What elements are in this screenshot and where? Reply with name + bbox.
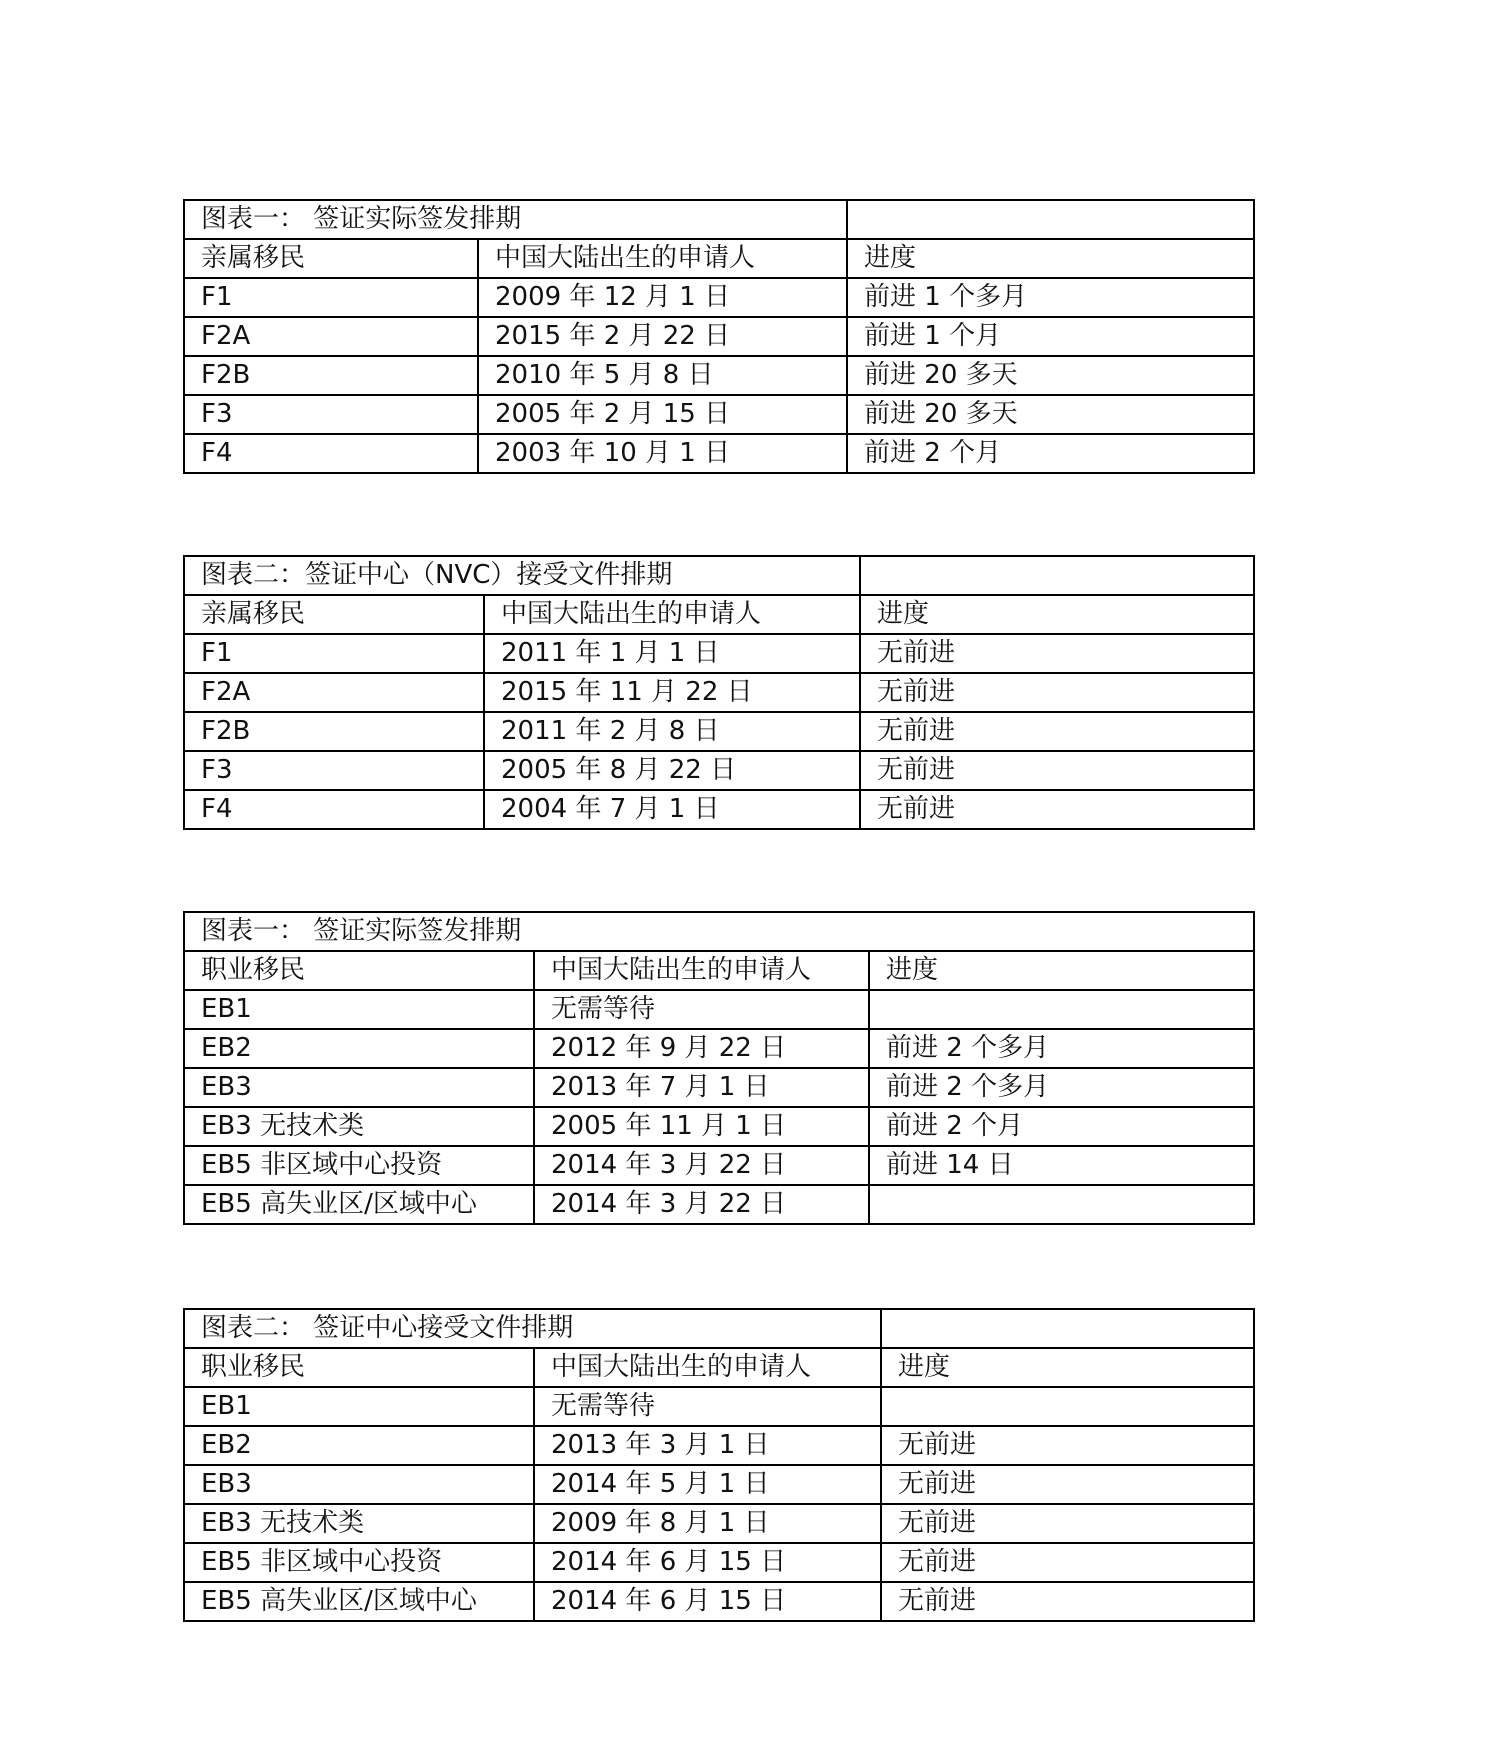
table-cell: 无前进 (881, 1426, 1254, 1465)
table-cell: EB2 (184, 1029, 534, 1068)
column-header: 中国大陆出生的申请人 (484, 595, 860, 634)
table-row (184, 1387, 1254, 1426)
table-title: 图表一： 签证实际签发排期 (184, 912, 1254, 951)
table-cell: 2003 年 10 月 1 日 (478, 434, 847, 473)
table-cell: F4 (184, 434, 478, 473)
table-header-row (184, 1348, 1254, 1387)
table-row (184, 317, 1254, 356)
table-cell: 2005 年 8 月 22 日 (484, 751, 860, 790)
table-header-row (184, 951, 1254, 990)
family-nvc-filing-table (183, 555, 1255, 830)
table-cell: EB5 非区域中心投资 (184, 1146, 534, 1185)
table-cell: 无前进 (881, 1465, 1254, 1504)
table-cell: EB3 (184, 1068, 534, 1107)
table-cell: 2014 年 6 月 15 日 (534, 1543, 881, 1582)
family-visa-issuance-table (183, 199, 1255, 474)
table-cell: 前进 14 日 (869, 1146, 1254, 1185)
table-header-row (184, 595, 1254, 634)
table-cell: 无前进 (881, 1582, 1254, 1621)
table-title-row (184, 556, 1254, 595)
table-cell: 无前进 (881, 1543, 1254, 1582)
table-row (184, 1582, 1254, 1621)
table-cell: EB1 (184, 990, 534, 1029)
column-header: 职业移民 (184, 951, 534, 990)
table-cell (869, 990, 1254, 1029)
table-row (184, 634, 1254, 673)
table-row (184, 1543, 1254, 1582)
column-header: 中国大陆出生的申请人 (478, 239, 847, 278)
table-header-row (184, 239, 1254, 278)
table-row (184, 434, 1254, 473)
table-row (184, 673, 1254, 712)
table-row (184, 1465, 1254, 1504)
employment-nvc-filing-table (183, 1308, 1255, 1622)
table-cell: 前进 20 多天 (847, 395, 1254, 434)
employment-visa-issuance-table (183, 911, 1255, 1225)
table-cell: 无前进 (860, 634, 1254, 673)
column-header: 中国大陆出生的申请人 (534, 1348, 881, 1387)
column-header: 职业移民 (184, 1348, 534, 1387)
table-cell: 2010 年 5 月 8 日 (478, 356, 847, 395)
table-cell (847, 200, 1254, 239)
table-cell: EB5 高失业区/区域中心 (184, 1582, 534, 1621)
table-row (184, 990, 1254, 1029)
table-cell: 前进 2 个多月 (869, 1068, 1254, 1107)
table-title: 图表一： 签证实际签发排期 (184, 200, 847, 239)
table-row (184, 1068, 1254, 1107)
table-cell: 无前进 (860, 712, 1254, 751)
table-cell: 2012 年 9 月 22 日 (534, 1029, 869, 1068)
table-row (184, 356, 1254, 395)
table-cell: 2014 年 3 月 22 日 (534, 1185, 869, 1224)
table-row (184, 790, 1254, 829)
table-cell: 2014 年 3 月 22 日 (534, 1146, 869, 1185)
table-cell: F2B (184, 356, 478, 395)
table-cell (860, 556, 1254, 595)
table-cell: 无需等待 (534, 990, 869, 1029)
table-title-row (184, 200, 1254, 239)
table-cell: 2011 年 2 月 8 日 (484, 712, 860, 751)
table-cell: F1 (184, 634, 484, 673)
table-cell: 无前进 (860, 673, 1254, 712)
table-cell: EB5 非区域中心投资 (184, 1543, 534, 1582)
table-cell: F1 (184, 278, 478, 317)
table-cell: 2014 年 5 月 1 日 (534, 1465, 881, 1504)
table-cell: 2014 年 6 月 15 日 (534, 1582, 881, 1621)
table-cell: EB3 无技术类 (184, 1107, 534, 1146)
table-cell: 前进 1 个多月 (847, 278, 1254, 317)
column-header: 亲属移民 (184, 239, 478, 278)
table-row (184, 1185, 1254, 1224)
table-cell: 2005 年 2 月 15 日 (478, 395, 847, 434)
table-cell: 前进 20 多天 (847, 356, 1254, 395)
table-cell: 2009 年 12 月 1 日 (478, 278, 847, 317)
table-cell: 2005 年 11 月 1 日 (534, 1107, 869, 1146)
column-header: 进度 (869, 951, 1254, 990)
table-cell: 2015 年 11 月 22 日 (484, 673, 860, 712)
table-cell: F3 (184, 395, 478, 434)
table-cell: F4 (184, 790, 484, 829)
table-cell: 2015 年 2 月 22 日 (478, 317, 847, 356)
column-header: 进度 (847, 239, 1254, 278)
table-cell: EB3 无技术类 (184, 1504, 534, 1543)
table-row (184, 395, 1254, 434)
table-cell: EB1 (184, 1387, 534, 1426)
table-row (184, 1426, 1254, 1465)
table-row (184, 1107, 1254, 1146)
table-cell: 前进 2 个月 (847, 434, 1254, 473)
table-title: 图表二：签证中心（NVC）接受文件排期 (184, 556, 860, 595)
table-cell: EB2 (184, 1426, 534, 1465)
table-cell: 前进 2 个多月 (869, 1029, 1254, 1068)
table-cell: 2009 年 8 月 1 日 (534, 1504, 881, 1543)
table-cell: 前进 1 个月 (847, 317, 1254, 356)
table-row (184, 1146, 1254, 1185)
column-header: 中国大陆出生的申请人 (534, 951, 869, 990)
column-header: 进度 (860, 595, 1254, 634)
table-row (184, 1029, 1254, 1068)
table-cell: F3 (184, 751, 484, 790)
column-header: 进度 (881, 1348, 1254, 1387)
table-cell: 2013 年 3 月 1 日 (534, 1426, 881, 1465)
table-title: 图表二： 签证中心接受文件排期 (184, 1309, 881, 1348)
table-cell: F2B (184, 712, 484, 751)
table-row (184, 751, 1254, 790)
table-cell: 2004 年 7 月 1 日 (484, 790, 860, 829)
table-cell: 无需等待 (534, 1387, 881, 1426)
table-row (184, 1504, 1254, 1543)
table-cell: EB3 (184, 1465, 534, 1504)
table-cell: 无前进 (860, 751, 1254, 790)
table-cell: 无前进 (860, 790, 1254, 829)
table-title-row (184, 912, 1254, 951)
table-title-row (184, 1309, 1254, 1348)
table-cell: 前进 2 个月 (869, 1107, 1254, 1146)
table-cell: F2A (184, 317, 478, 356)
table-cell: 无前进 (881, 1504, 1254, 1543)
table-cell: 2011 年 1 月 1 日 (484, 634, 860, 673)
table-cell (869, 1185, 1254, 1224)
table-cell: 2013 年 7 月 1 日 (534, 1068, 869, 1107)
table-cell: F2A (184, 673, 484, 712)
table-cell (881, 1387, 1254, 1426)
table-row (184, 712, 1254, 751)
column-header: 亲属移民 (184, 595, 484, 634)
table-row (184, 278, 1254, 317)
table-cell (881, 1309, 1254, 1348)
table-cell: EB5 高失业区/区域中心 (184, 1185, 534, 1224)
